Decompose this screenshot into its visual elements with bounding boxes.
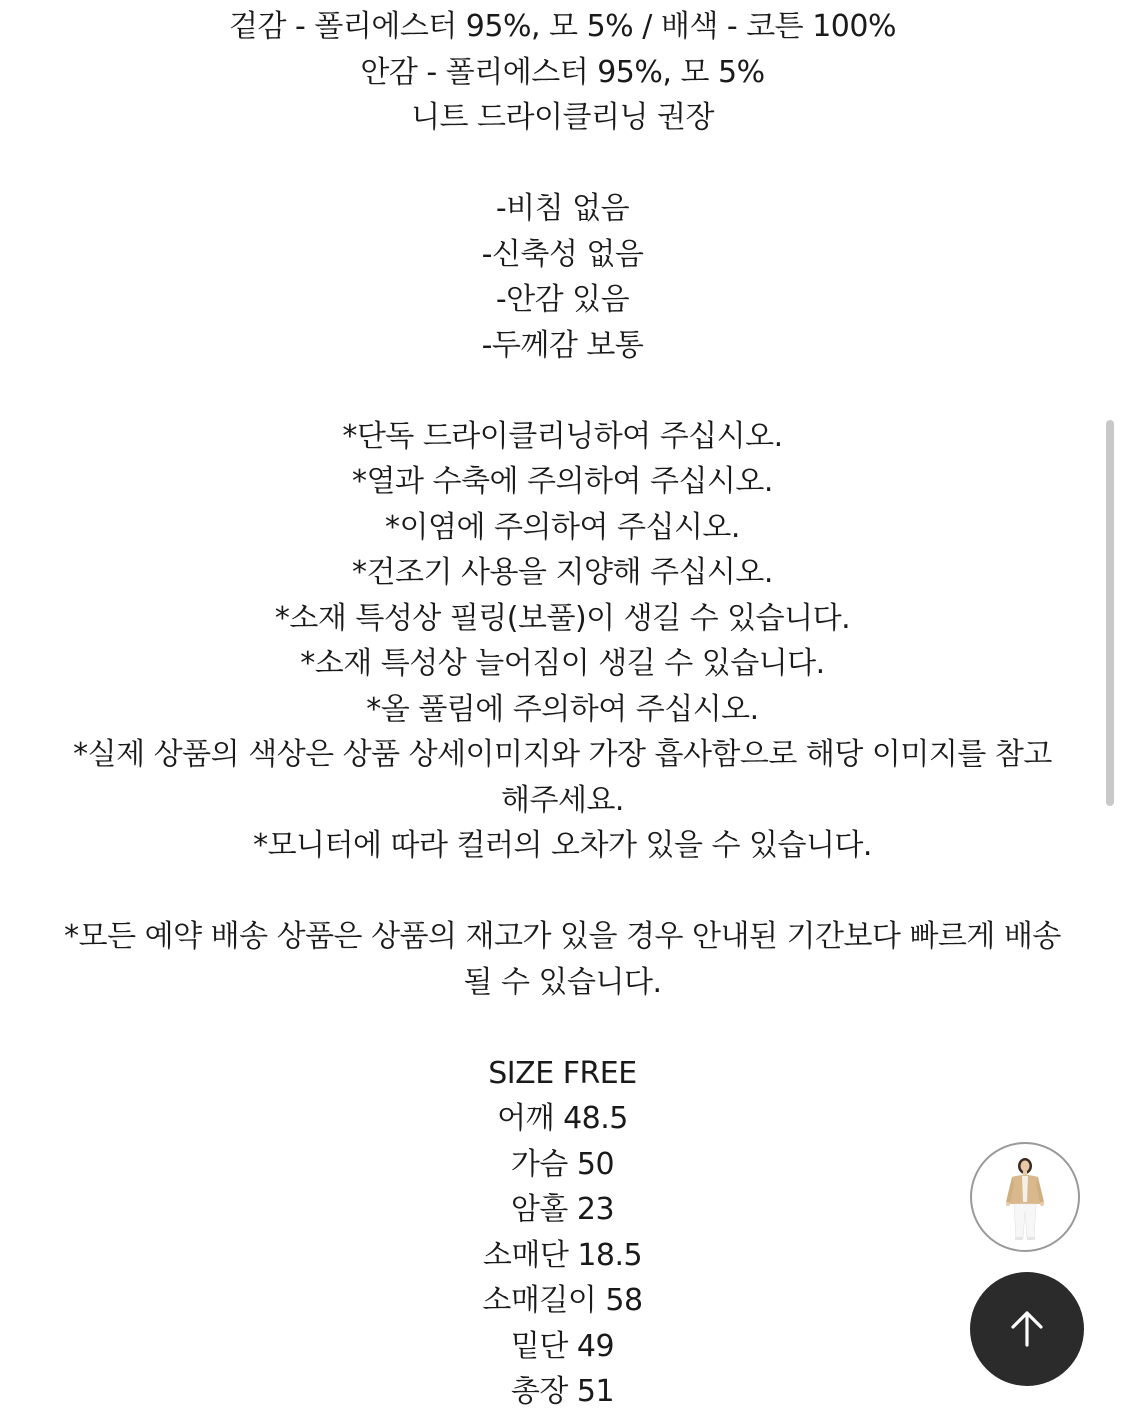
properties-section xyxy=(0,186,1125,368)
property-line: -안감 있음 xyxy=(495,282,630,317)
care-line: *건조기 사용을 지양해 주십시오. xyxy=(352,555,773,590)
property-line: -신축성 없음 xyxy=(481,236,644,272)
material-line: 겉감 - 폴리에스터 95%, 모 5% / 배색 - 코튼 100% xyxy=(229,9,896,44)
material-line: 니트 드라이클리닝 권장 xyxy=(411,100,714,135)
care-line: *실제 상품의 색상은 상품 상세이미지와 가장 흡사함으로 해당 이미지를 참고 xyxy=(73,737,1052,772)
shipping-line: 될 수 있습니다. xyxy=(463,964,662,1000)
size-row: 총장 51 xyxy=(510,1374,615,1409)
arrow-up-icon xyxy=(1003,1305,1051,1353)
size-row: 밑단 49 xyxy=(510,1328,615,1364)
size-row: 소매길이 58 xyxy=(482,1283,643,1318)
material-section xyxy=(0,4,1125,141)
scroll-to-top-button[interactable] xyxy=(970,1272,1084,1386)
size-row: 가슴 50 xyxy=(510,1146,615,1182)
shipping-section xyxy=(0,914,1125,1005)
care-line: 해주세요. xyxy=(501,782,624,818)
care-line: *소재 특성상 늘어짐이 생길 수 있습니다. xyxy=(300,646,825,681)
care-line: *소재 특성상 필링(보풀)이 생길 수 있습니다. xyxy=(274,600,851,636)
size-section xyxy=(0,1051,1125,1415)
care-line: *올 풀림에 주의하여 주십시오. xyxy=(366,691,759,727)
care-line: *단독 드라이클리닝하여 주십시오. xyxy=(342,418,783,454)
scrollbar-thumb[interactable] xyxy=(1106,420,1114,806)
product-thumbnail-button[interactable] xyxy=(970,1142,1080,1252)
product-thumbnail-icon xyxy=(972,1144,1078,1250)
care-section xyxy=(0,414,1125,869)
size-title: SIZE FREE xyxy=(488,1055,637,1091)
size-row: 암홀 23 xyxy=(510,1192,615,1227)
material-line: 안감 - 폴리에스터 95%, 모 5% xyxy=(360,54,765,90)
size-row: 소매단 18.5 xyxy=(482,1237,643,1273)
size-row: 어깨 48.5 xyxy=(497,1101,628,1136)
property-line: -두께감 보통 xyxy=(481,327,644,363)
property-line: -비침 없음 xyxy=(495,191,630,226)
care-line: *모니터에 따라 컬러의 오차가 있을 수 있습니다. xyxy=(253,828,872,863)
care-line: *이염에 주의하여 주십시오. xyxy=(385,509,740,545)
shipping-line: *모든 예약 배송 상품은 상품의 재고가 있을 경우 안내된 기간보다 빠르게 배송 xyxy=(64,919,1061,954)
care-line: *열과 수축에 주의하여 주십시오. xyxy=(352,464,773,499)
product-detail-text xyxy=(0,4,1125,1415)
